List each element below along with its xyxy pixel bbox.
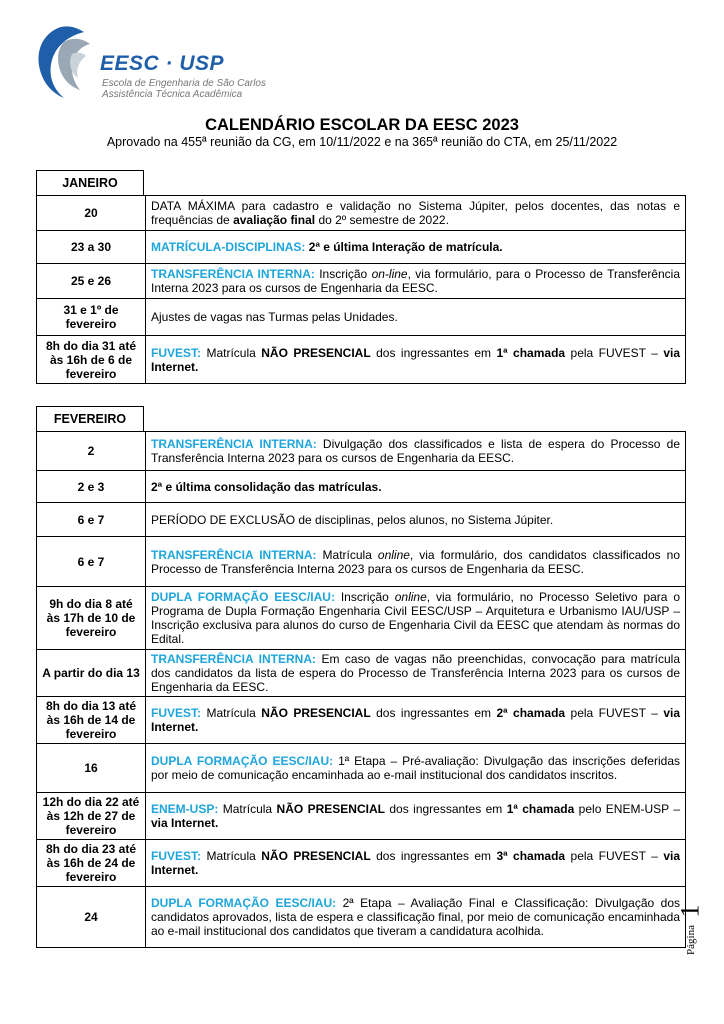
table-row [37,697,686,744]
event-text: via Internet. [151,849,680,877]
event-text: avaliação final [233,213,316,227]
event-date: 16 [37,744,146,793]
table-row [37,650,686,697]
event-description [146,537,686,587]
event-text: 1ª Etapa – Pré-avaliação: Divulgação das inscrições deferidas por meio de comunicação encaminhada ao e-mail institucional dos candidatos inscritos. [151,754,680,782]
event-text: Matrícula [218,802,277,816]
event-text: NÃO PRESENCIAL [261,849,371,863]
event-text: , via formulário, dos candidatos classificados no Processo de Transferência Interna 2023 para os cursos de Engenharia da EESC. [151,547,680,576]
event-category: FUVEST: [151,706,202,720]
event-text: via Internet. [151,345,680,374]
event-category: MATRÍCULA-DISCIPLINAS: [151,240,309,254]
event-text: on-line [371,267,408,281]
page-marker [675,904,712,984]
event-text: Matrícula [201,345,262,360]
event-description [146,231,686,264]
event-text: dos ingressantes em [384,802,507,816]
month-label: FEVEREIRO [37,407,144,432]
event-text: , via formulário, no Processo Seletivo para o Programa de Dupla Formação Engenharia Civil EESC/USP – Arquitetura e Urbanismo IAU/USP – Inscrição exclusiva para alunos do curso de Engenharia Civil da EESC que atendam às normas do Edital. [151,590,680,646]
event-description [146,587,686,650]
event-text: Matrícula [201,849,262,863]
event-date: A partir do dia 13 [37,650,146,697]
table-row [37,231,686,264]
event-description [146,887,686,948]
table-row [37,432,686,471]
event-text: pela FUVEST – [565,706,664,720]
event-text: Em caso de vagas não preenchidas, convocação para matrícula dos candidatos da lista de espera do Processo de Transferência Interna 2023 para os cursos de Engenharia da EESC. [151,652,680,694]
table-row [37,299,686,336]
event-text: DATA MÁXIMA para cadastro e validação no Sistema Júpiter, pelos docentes, das notas e frequências de [151,199,680,227]
event-text: 1ª chamada [506,802,575,816]
page-title: CALENDÁRIO ESCOLAR DA EESC 2023 [205,116,519,134]
event-date: 2 e 3 [37,471,146,503]
table-row [37,264,686,299]
event-text: 2ª e última Interação de matrícula. [308,240,503,254]
event-category: TRANSFERÊNCIA INTERNA: [151,437,317,451]
calendar-table-fevereiro [36,431,686,948]
table-row [37,537,686,587]
event-description [146,299,686,336]
event-text: pela FUVEST – [565,849,664,863]
event-date: 31 e 1º de fevereiro [37,299,146,336]
event-text: NÃO PRESENCIAL [261,345,371,360]
eesc-usp-logo [28,22,308,112]
logo-subtitle [102,78,266,100]
event-date: 23 a 30 [37,231,146,264]
event-date: 25 e 26 [37,264,146,299]
event-category: DUPLA FORMAÇÃO EESC/IAU: [151,754,334,768]
page-subtitle: Aprovado na 455ª reunião da CG, em 10/11/2022 e na 365ª reunião do CTA, em 25/11/2022 [106,135,618,149]
event-description [146,840,686,887]
event-description [146,336,686,384]
eesc-logo-mark-icon [28,22,98,102]
event-category: FUVEST: [151,345,202,360]
event-text: 3ª chamada [496,849,566,863]
event-text: pela FUVEST – [565,345,664,360]
event-text: Matrícula [201,706,262,720]
event-date: 6 e 7 [37,537,146,587]
event-text: dos ingressantes em [370,706,497,720]
event-category: TRANSFERÊNCIA INTERNA: [151,547,317,562]
event-category: FUVEST: [151,849,202,863]
logo-subtitle-line1: Escola de Engenharia de São Carlos [102,78,266,89]
event-date: 2 [37,432,146,471]
calendar-table-janeiro [36,195,686,384]
event-date: 8h do dia 31 até às 16h de 6 de fevereiro [37,336,146,384]
event-date: 8h do dia 23 até às 16h de 24 de fevereiro [37,840,146,887]
event-text: via Internet. [151,816,219,830]
event-text: do 2º semestre de 2022. [315,213,449,227]
event-text: PERÍODO DE EXCLUSÃO de disciplinas, pelos alunos, no Sistema Júpiter. [151,512,554,527]
table-row [37,587,686,650]
event-description [146,503,686,537]
table-row [37,744,686,793]
event-text: 1ª chamada [496,345,566,360]
month-header-janeiro [36,170,144,196]
event-description [146,264,686,299]
table-row [37,887,686,948]
event-date: 24 [37,887,146,948]
event-text: online [377,547,410,562]
table-row [37,793,686,840]
event-text: Matrícula [316,547,378,562]
event-text: NÃO PRESENCIAL [276,802,385,816]
event-text: via Internet. [151,706,680,734]
logo-text: EESC · USP [100,52,225,75]
event-category: ENEM-USP: [151,802,219,816]
event-text: 2ª e última consolidação das matrículas. [151,479,382,494]
event-category: TRANSFERÊNCIA INTERNA: [151,652,317,666]
event-text: , via formulário, para o Processo de Transferência Interna 2023 para os cursos de Engenharia da EESC. [151,267,680,295]
event-description [146,793,686,840]
event-description [146,697,686,744]
event-description [146,744,686,793]
event-text: NÃO PRESENCIAL [261,706,371,720]
event-date: 8h do dia 13 até às 16h de 14 de fevereiro [37,697,146,744]
page-label: Página [684,925,697,955]
table-row [37,503,686,537]
event-date: 9h do dia 8 até às 17h de 10 de fevereiro [37,587,146,650]
table-row [37,336,686,384]
page-number: 1 [675,904,705,918]
event-text: 2ª Etapa – Avaliação Final e Classificação: Divulgação dos candidatos aprovados, lista de espera e classificação final, por meio de comunicação encaminhada ao e-mail institucional dos candidatos que tiveram a candidatura acolhida. [151,896,680,938]
event-category: TRANSFERÊNCIA INTERNA: [151,267,315,281]
event-description [146,196,686,231]
event-category: DUPLA FORMAÇÃO EESC/IAU: [151,590,335,604]
table-row [37,471,686,503]
event-text: dos ingressantes em [370,345,497,360]
event-text: Ajustes de vagas nas Turmas pelas Unidades. [151,310,398,324]
event-text: Inscrição [334,590,395,604]
logo-subtitle-line2: Assistência Técnica Acadêmica [102,89,243,100]
table-row [37,840,686,887]
event-text: 2ª chamada [496,706,566,720]
event-date: 6 e 7 [37,503,146,537]
event-description [146,432,686,471]
event-text: pelo ENEM-USP – [574,802,680,816]
event-text: Inscrição [314,267,372,281]
event-text: online [394,590,427,604]
month-label: JANEIRO [37,171,144,196]
event-description [146,650,686,697]
event-text: Divulgação dos classificados e lista de espera do Processo de Transferência Interna 2023 para os cursos de Engenharia da EESC. [151,437,680,465]
table-row [37,196,686,231]
event-text: dos ingressantes em [370,849,497,863]
event-category: DUPLA FORMAÇÃO EESC/IAU: [151,896,337,910]
event-date: 20 [37,196,146,231]
month-header-fevereiro [36,406,144,432]
event-description [146,471,686,503]
event-date: 12h do dia 22 até às 12h de 27 de fevereiro [37,793,146,840]
